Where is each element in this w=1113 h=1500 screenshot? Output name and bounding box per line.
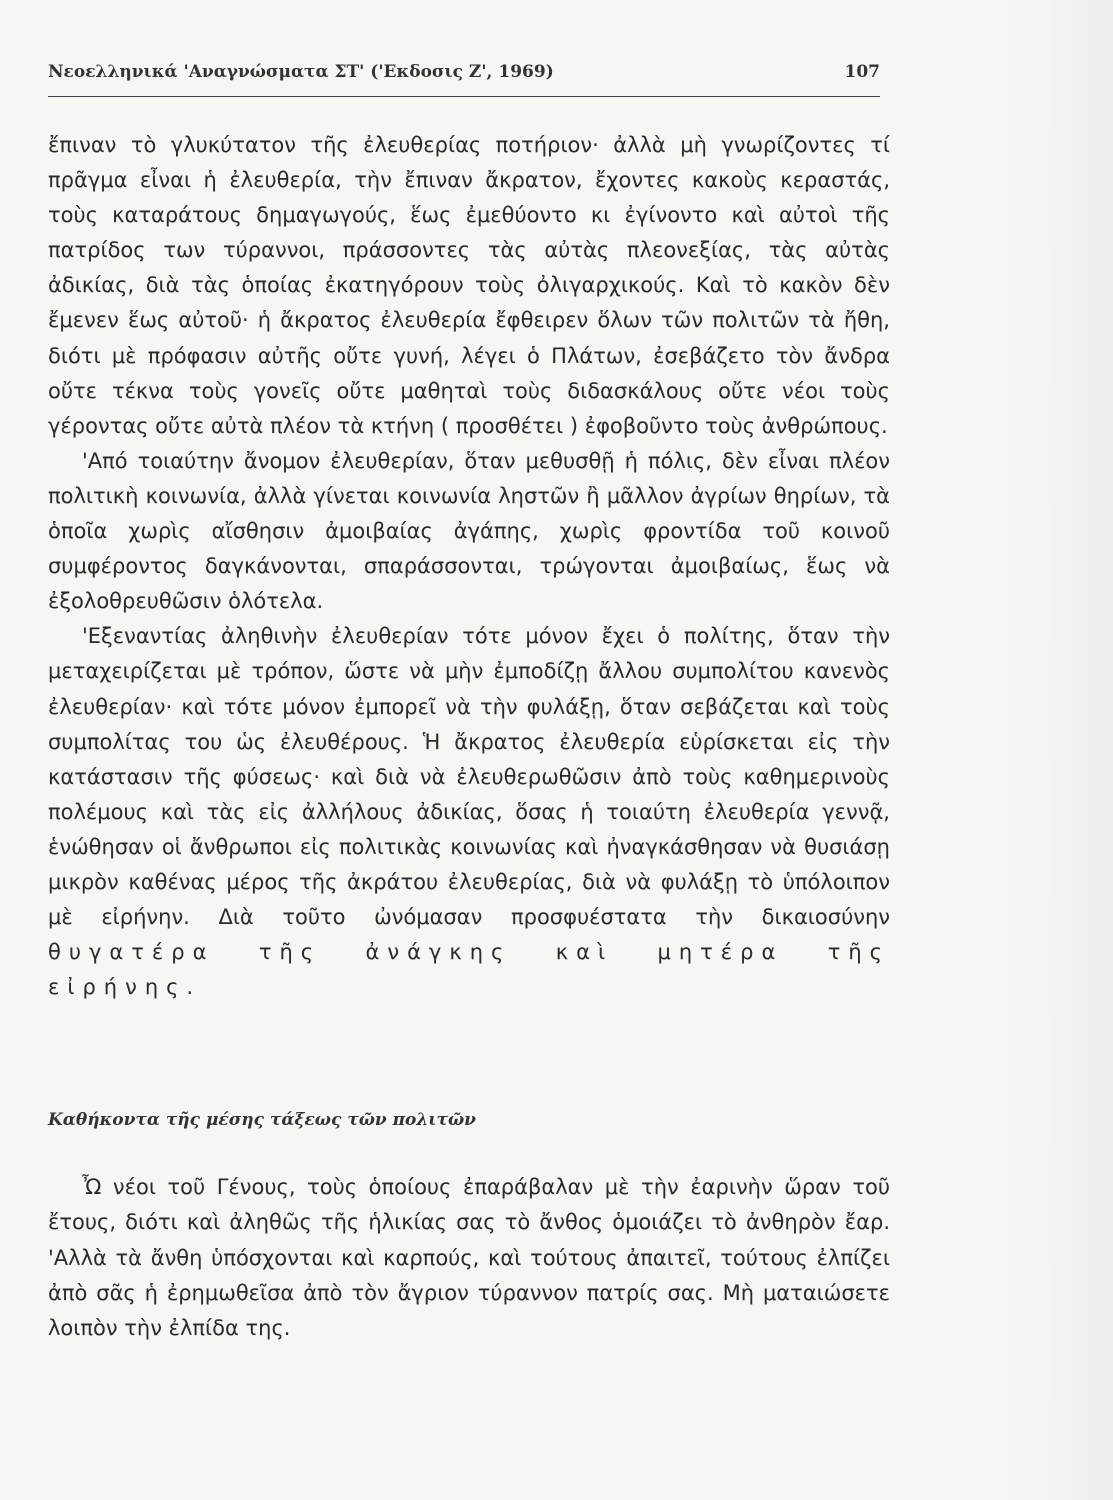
paragraph-3-end: . [186,975,194,1000]
emphasized-phrase: θυγατέρα τῆς ἀνάγκης καὶ μητέρα τῆς εἰρήνης [48,940,890,1000]
main-text [48,128,890,1005]
running-header [48,58,880,88]
page-edge-shading [1000,0,1113,1500]
paragraph-3-text: 'Εξεναντίας ἀληθινὴν ἐλευθερίαν τότε μόνον ἔχει ὁ πολίτης, ὅταν τὴν μεταχειρίζεται μὲ τρόπον, ὥστε νὰ μὴν ἐμποδίζῃ ἄλλου συμπολίτου κανενὸς ἐλευθερίαν· καὶ τότε μόνον ἐμπορεῖ νὰ τὴν φυλάξῃ, ὅταν σεβάζεται καὶ τοὺς συμπολίτας του ὡς ἐλευθέρους. Ἡ ἄκρατος ἐλευθερία εὑρίσκεται εἰς τὴν κατάστασιν τῆς φύσεως· καὶ διὰ νὰ ἐλευθερωθῶσιν ἀπὸ τοὺς καθημερινοὺς πολέμους καὶ τὰς εἰς ἀλλήλους ἀδικίας, ὅσας ἡ τοιαύτη ἐλευθερία γεννᾷ, ἑνώθησαν οἱ ἄνθρωποι εἰς πολιτικὰς κοινωνίας καὶ ἠναγκάσθησαν νὰ θυσιάσῃ μικρὸν καθένας μέρος τῆς ἀκράτου ἐλευθερίας, διὰ νὰ φυλάξῃ τὸ ὑπόλοιπον μὲ εἰρήνην. Διὰ τοῦτο ὠνόμασαν προσφυέστατα τὴν δικαιοσύνην [48,624,890,930]
header-divider [48,96,880,97]
section-text [48,1170,890,1346]
paragraph-2: 'Από τοιαύτην ἄνομον ἐλευθερίαν, ὅταν μεθυσθῇ ἡ πόλις, δὲν εἶναι πλέον πολιτικὴ κοινωνία, ἀλλὰ γίνεται κοινωνία ληστῶν ἢ μᾶλλον ἀγρίων θηρίων, τὰ ὁποῖα χωρὶς αἴσθησιν ἀμοιβαίας ἀγάπης, χωρὶς φροντίδα τοῦ κοινοῦ συμφέροντος δαγκάνονται, σπαράσσονται, τρώγονται ἀμοιβαίως, ἕως νὰ ἐξολοθρευθῶσιν ὁλότελα. [48,448,890,614]
running-header-title: Νεοελληνικά 'Αναγνώσματα ΣΤ' ('Εκδοσις Ζ', 1969) [48,62,554,82]
section-paragraph: Ὦ νέοι τοῦ Γένους, τοὺς ὁποίους ἐπαράβαλαν μὲ τὴν ἐαρινὴν ὥραν τοῦ ἔτους, διότι καὶ ἀληθῶς τῆς ἡλικίας σας τὸ ἄνθος ὁμοιάζει τὸ ἀνθηρὸν ἔαρ. 'Αλλὰ τὰ ἄνθη ὑπόσχονται καὶ καρπούς, καὶ τούτους ἀπαιτεῖ, τούτους ἐλπίζει ἀπὸ σᾶς ἡ ἐρημωθεῖσα ἀπὸ τὸν ἄγριον τύραννον πατρίς σας. Μὴ ματαιώσετε λοιπὸν τὴν ἐλπίδα της. [48,1175,890,1341]
paragraph-1: ἔπιναν τὸ γλυκύτατον τῆς ἐλευθερίας ποτήριον· ἀλλὰ μὴ γνωρίζοντες τί πρᾶγμα εἶναι ἡ ἐλευθερία, τὴν ἔπιναν ἄκρατον, ἔχοντες κακοὺς κεραστάς, τοὺς καταράτους δημαγωγούς, ἕως ἐμεθύοντο κι ἐγίνοντο καὶ αὐτοὶ τῆς πατρίδος των τύραννοι, πράσσοντες τὰς αὐτὰς πλεονεξίας, τὰς αὐτὰς ἀδικίας, διὰ τὰς ὁποίας ἐκατηγόρουν τοὺς ὀλιγαρχικούς. Καὶ τὸ κακὸν δὲν ἔμενεν ἕως αὐτοῦ· ἡ ἄκρατος ἐλευθερία ἔφθειρεν ὅλων τῶν πολιτῶν τὰ ἤθη, διότι μὲ πρόφασιν αὐτῆς οὔτε γυνή, λέγει ὁ Πλάτων, ἐσεβάζετο τὸν ἄνδρα οὔτε τέκνα τοὺς γονεῖς οὔτε μαθηταὶ τοὺς διδασκάλους οὔτε νέοι τοὺς γέροντας οὔτε αὐτὰ πλέον τὰ κτήνη ( προσθέτει ) ἐφοβοῦντο τοὺς ἀνθρώπους. [48,133,890,438]
section-heading: Καθήκοντα τῆς μέσης τάξεως τῶν πολιτῶν [48,1110,476,1130]
page-number: 107 [844,62,880,82]
paragraph-3 [48,619,890,1005]
